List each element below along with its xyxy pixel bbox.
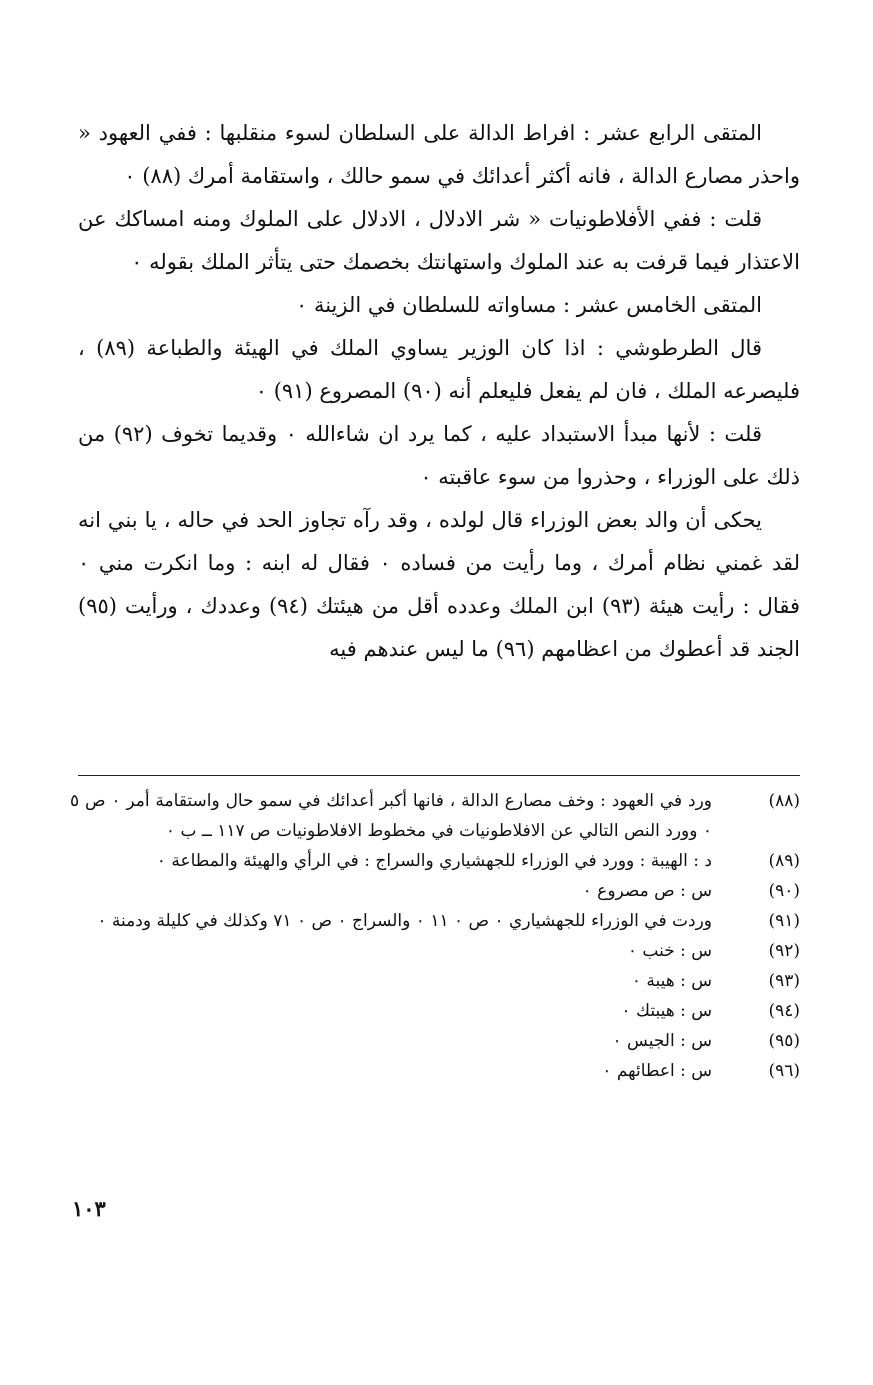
- footnote-item: [70, 786, 800, 846]
- footnote-text: ورد في العهود : وخف مصارع الدالة ، فانها أكبر أعدائك في سمو حال واستقامة أمر ٠ ص ٥ ٠ وورد النص التالي عن الافلاطونيات في مخطوط الافلاطونيات ص ١١٧ ــ ب ٠: [70, 791, 712, 841]
- footnotes: [70, 786, 800, 1086]
- footnote-text: وردت في الوزراء للجهشياري ٠ ص ٠ ١١ ٠ والسراج ٠ ص ٠ ٧١ وكذلك في كليلة ودمنة ٠: [97, 911, 712, 931]
- footnote-text: س : ص مصروع ٠: [582, 881, 712, 901]
- main-text: [78, 112, 800, 671]
- footnote-number: (٩٤): [768, 1001, 800, 1021]
- footnote-item: [70, 846, 800, 876]
- footnote-number: (٩٠): [768, 881, 800, 901]
- footnote-number: (٨٩): [768, 851, 800, 871]
- footnote-item: [70, 966, 800, 996]
- paragraph: يحكى أن والد بعض الوزراء قال لولده ، وقد رآه تجاوز الحد في حاله ، يا بني انه لقد غمني نظام أمرك ، وما رأيت من فساده ٠ فقال له ابنه : وما انكرت مني ٠ فقال : رأيت هيئة (٩٣) ابن الملك وعدده أقل من هيئتك (٩٤) وعددك ، ورأيت (٩٥) الجند قد أعطوك من اعظامهم (٩٦) ما ليس عندهم فيه: [78, 508, 800, 661]
- paragraph: المتقى الخامس عشر : مساواته للسلطان في الزينة ٠: [295, 293, 762, 317]
- page-number: ١٠٣: [72, 1196, 106, 1221]
- paragraph: قلت : لأنها مبدأ الاستبداد عليه ، كما يرد ان شاءالله ٠ وقديما تخوف (٩٢) من ذلك على الوزراء ، وحذروا من سوء عاقبته ٠: [78, 422, 800, 489]
- footnote-item: [70, 906, 800, 936]
- footnote-text: س : اعطائهم ٠: [602, 1061, 712, 1081]
- footnote-text: س : هيبة ٠: [631, 971, 712, 991]
- footnote-number: (٩١): [768, 911, 800, 931]
- footnote-item: [70, 876, 800, 906]
- footnote-number: (٩٢): [768, 941, 800, 961]
- paragraph: قلت : ففي الأفلاطونيات « شر الادلال ، الادلال على الملوك ومنه امساكك عن الاعتذار فيما قرفت به عند الملوك واستهانتك بخصمك حتى يتأثر الملك بقوله ٠: [78, 207, 800, 274]
- footnote-number: (٩٣): [768, 971, 800, 991]
- footnote-number: (٩٥): [768, 1031, 800, 1051]
- paragraph: قال الطرطوشي : اذا كان الوزير يساوي الملك في الهيئة والطباعة (٨٩) ، فليصرعه الملك ، فان لم يفعل فليعلم أنه (٩٠) المصروع (٩١) ٠: [78, 336, 800, 403]
- footnote-text: س : الجيس ٠: [612, 1031, 712, 1051]
- footnote-text: س : هيبتك ٠: [621, 1001, 712, 1021]
- paragraph: المتقى الرابع عشر : افراط الدالة على السلطان لسوء منقلبها : ففي العهود « واحذر مصارع الدالة ، فانه أكثر أعدائك في سمو حالك ، واستقامة أمرك (٨٨) ٠: [78, 121, 800, 188]
- footnote-number: (٩٦): [768, 1061, 800, 1081]
- footnote-number: (٨٨): [768, 791, 800, 811]
- footnote-item: [70, 1026, 800, 1056]
- footnote-text: س : خنب ٠: [627, 941, 712, 961]
- footnote-item: [70, 1056, 800, 1086]
- footnote-item: [70, 936, 800, 966]
- footnote-text: د : الهيبة : وورد في الوزراء للجهشياري والسراج : في الرأي والهيئة والمطاعة ٠: [156, 851, 712, 871]
- footnote-item: [70, 996, 800, 1026]
- footnote-divider: [78, 775, 800, 776]
